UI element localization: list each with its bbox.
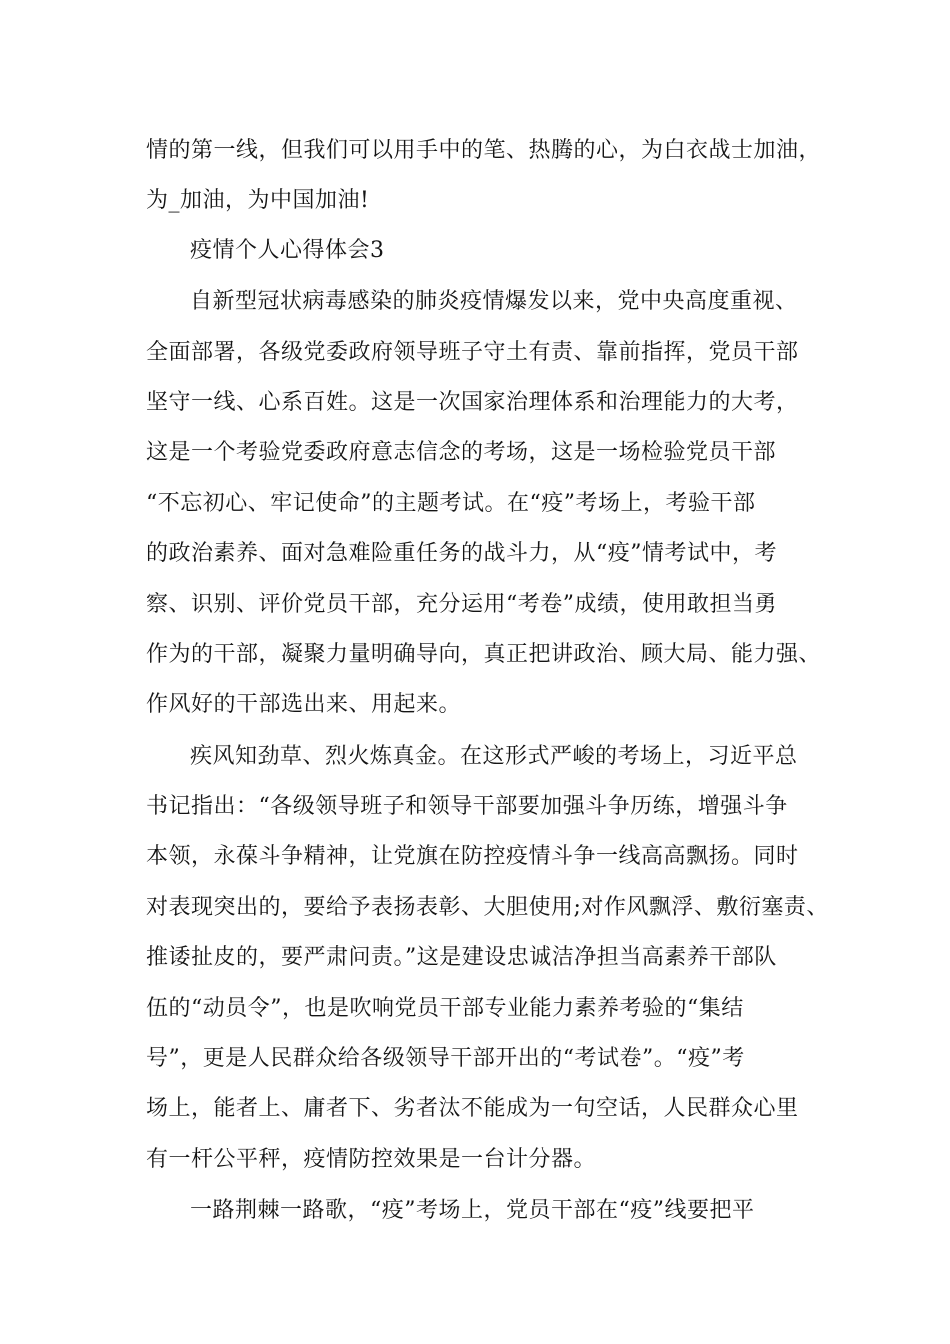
text-line: 作为的干部，凝聚力量明确导向，真正把讲政治、顾大局、能力强、 (146, 642, 822, 667)
text-line: 的政治素养、面对急难险重任务的战斗力，从“疫”情考试中，考 (146, 541, 777, 566)
text-line: 场上，能者上、庸者下、劣者汰不能成为一句空话，人民群众心里 (146, 1096, 799, 1121)
text-line: 为_加油，为中国加油! (146, 188, 370, 213)
text-line: 伍的“动员令”，也是吹响党员干部专业能力素养考验的“集结 (146, 996, 744, 1021)
text-line: 一路荆棘一路歌，“疫”考场上，党员干部在“疫”线要把平 (190, 1198, 755, 1223)
text-line: 有一杆公平秤，疫情防控效果是一台计分器。 (146, 1147, 597, 1172)
text-line: 自新型冠状病毒感染的肺炎疫情爆发以来，党中央高度重视、 (190, 289, 798, 314)
text-line: 号”，更是人民群众给各级领导干部开出的“考试卷”。“疫”考 (146, 1046, 745, 1071)
text-line: 全面部署，各级党委政府领导班子守土有责、靠前指挥，党员干部 (146, 340, 799, 365)
text-line: 作风好的干部选出来、用起来。 (146, 692, 462, 717)
text-line: 书记指出：“各级领导班子和领导干部要加强斗争历练，增强斗争 (146, 794, 788, 819)
text-line: 察、识别、评价党员干部，充分运用“考卷”成绩，使用敢担当勇 (146, 592, 777, 617)
text-line: 坚守一线、心系百姓。这是一次国家治理体系和治理能力的大考， (146, 390, 799, 415)
text-line: 推诿扯皮的，要严肃问责。”这是建设忠诚洁净担当高素养干部队 (146, 945, 777, 970)
text-line: 对表现突出的，要给予表扬表彰、大胆使用;对作风飘浮、敷衍塞责、 (146, 895, 829, 920)
text-line: 本领，永葆斗争精神，让党旗在防控疫情斗争一线高高飘扬。同时 (146, 844, 799, 869)
text-line: 这是一个考验党委政府意志信念的考场，这是一场检验党员干部 (146, 440, 777, 465)
text-line: “不忘初心、牢记使命”的主题考试。在“疫”考场上，考验干部 (146, 491, 756, 516)
text-line: 情的第一线，但我们可以用手中的笔、热腾的心，为白衣战士加油， (146, 138, 822, 163)
text-line: 疾风知劲草、烈火炼真金。在这形式严峻的考场上，习近平总 (190, 744, 798, 769)
section-heading: 疫情个人心得体会3 (190, 238, 385, 263)
